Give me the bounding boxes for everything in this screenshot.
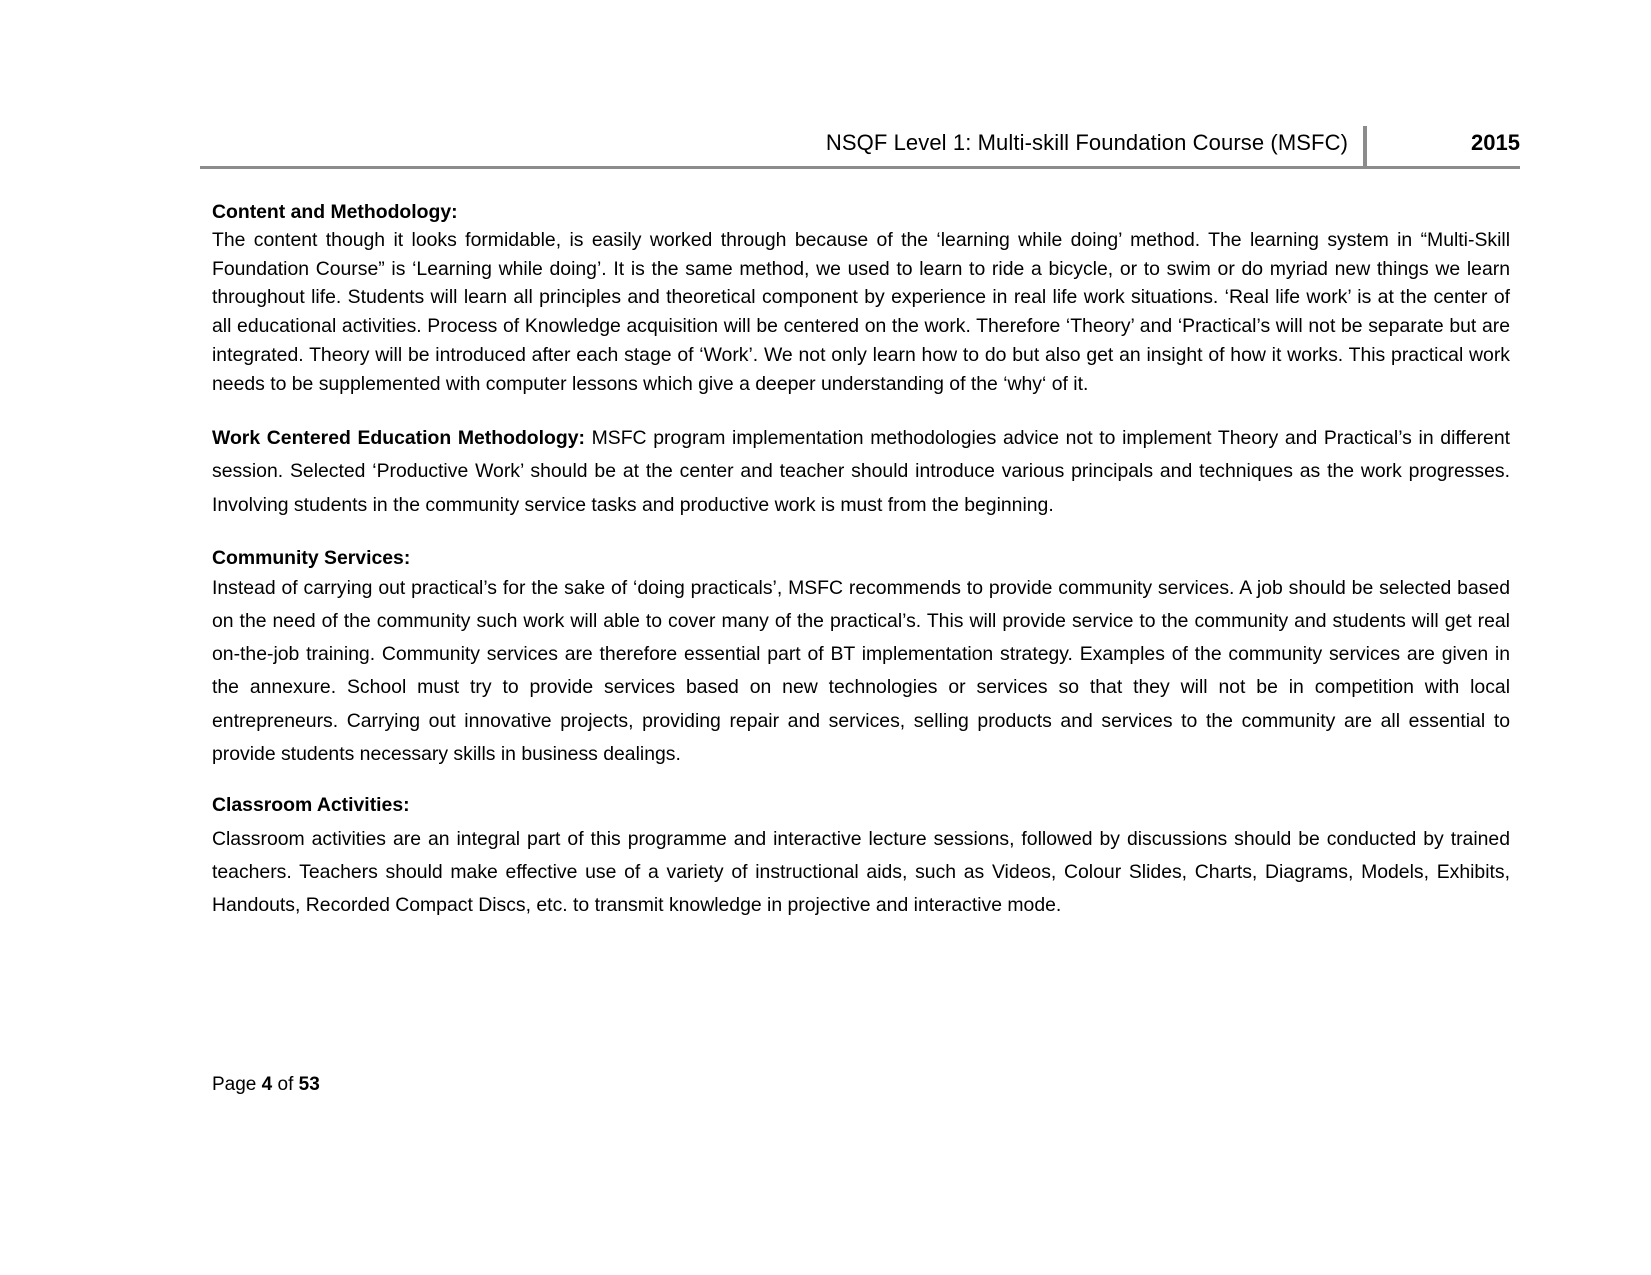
section-heading: Content and Methodology: [212, 201, 458, 223]
section-heading: Work Centered Education Methodology: [212, 427, 585, 450]
page-content [212, 198, 1510, 943]
section-community-services [212, 544, 1510, 771]
header-rule [200, 166, 1520, 169]
section-body: MSFC program implementation methodologies advice not to implement Theory and Practical’s in different session. Selected ‘Productive Work’ should be at the center and teacher should introduce various principals and techniques as the work progresses. Involving students in the community service tasks and productive work is must from the beginning. [212, 427, 1510, 516]
page-footer [212, 1074, 320, 1096]
section-paragraph [212, 422, 1510, 522]
section-body: The content though it looks formidable, is easily worked through because of the ‘learning while doing’ method. The learning system in “Multi-Skill Foundation Course” is ‘Learning while doing’. It is the same method, we used to learn to ride a bicycle, or to swim or do myriad new things we learn throughout life. Students will learn all principles and theoretical component by experience in real life work situations. ‘Real life work’ is at the center of all educational activities. Process of Knowledge acquisition will be centered on the work. Therefore ‘Theory’ and ‘Practical’s will not be separate but are integrated. Theory will be introduced after each stage of ‘Work’. We not only learn how to do but also get an insight of how it works. This practical work needs to be supplemented with computer lessons which give a deeper understanding of the ‘why‘ of it. [212, 229, 1510, 395]
section-heading: Community Services: [212, 546, 411, 569]
section-work-centered [212, 422, 1510, 522]
section-content-methodology [212, 198, 1510, 398]
section-heading: Classroom Activities: [212, 794, 410, 817]
section-body: Classroom activities are an integral part of this programme and interactive lecture sessions, followed by discussions should be conducted by trained teachers. Teachers should make effective use of a variety of instructional aids, such as Videos, Colour Slides, Charts, Diagrams, Models, Exhibits, Handouts, Recorded Compact Discs, etc. to transmit knowledge in projective and interactive mode. [212, 828, 1510, 917]
header-title: NSQF Level 1: Multi-skill Foundation Course (MSFC) [825, 130, 1348, 155]
page-header [200, 118, 1520, 168]
section-body: Instead of carrying out practical’s for the sake of ‘doing practicals’, MSFC recommends to provide community services. A job should be selected based on the need of the community such work will able to cover many of the practical’s. This will provide service to the community and students will get real on-the-job training. Community services are therefore essential part of BT implementation strategy. Examples of the community services are given in the annexure. School must try to provide services based on new technologies or services so that they will not be in competition with local entrepreneurs. Carrying out innovative projects, providing repair and services, selling products and services to the community are all essential to provide students necessary skills in business dealings. [212, 576, 1510, 765]
header-separator [1363, 126, 1367, 168]
header-year: 2015 [1471, 130, 1520, 155]
section-classroom-activities [212, 791, 1510, 923]
of-label: of [277, 1074, 294, 1095]
page-number: 4 [261, 1074, 273, 1095]
total-pages: 53 [298, 1074, 320, 1095]
page-label: Page [212, 1074, 257, 1095]
